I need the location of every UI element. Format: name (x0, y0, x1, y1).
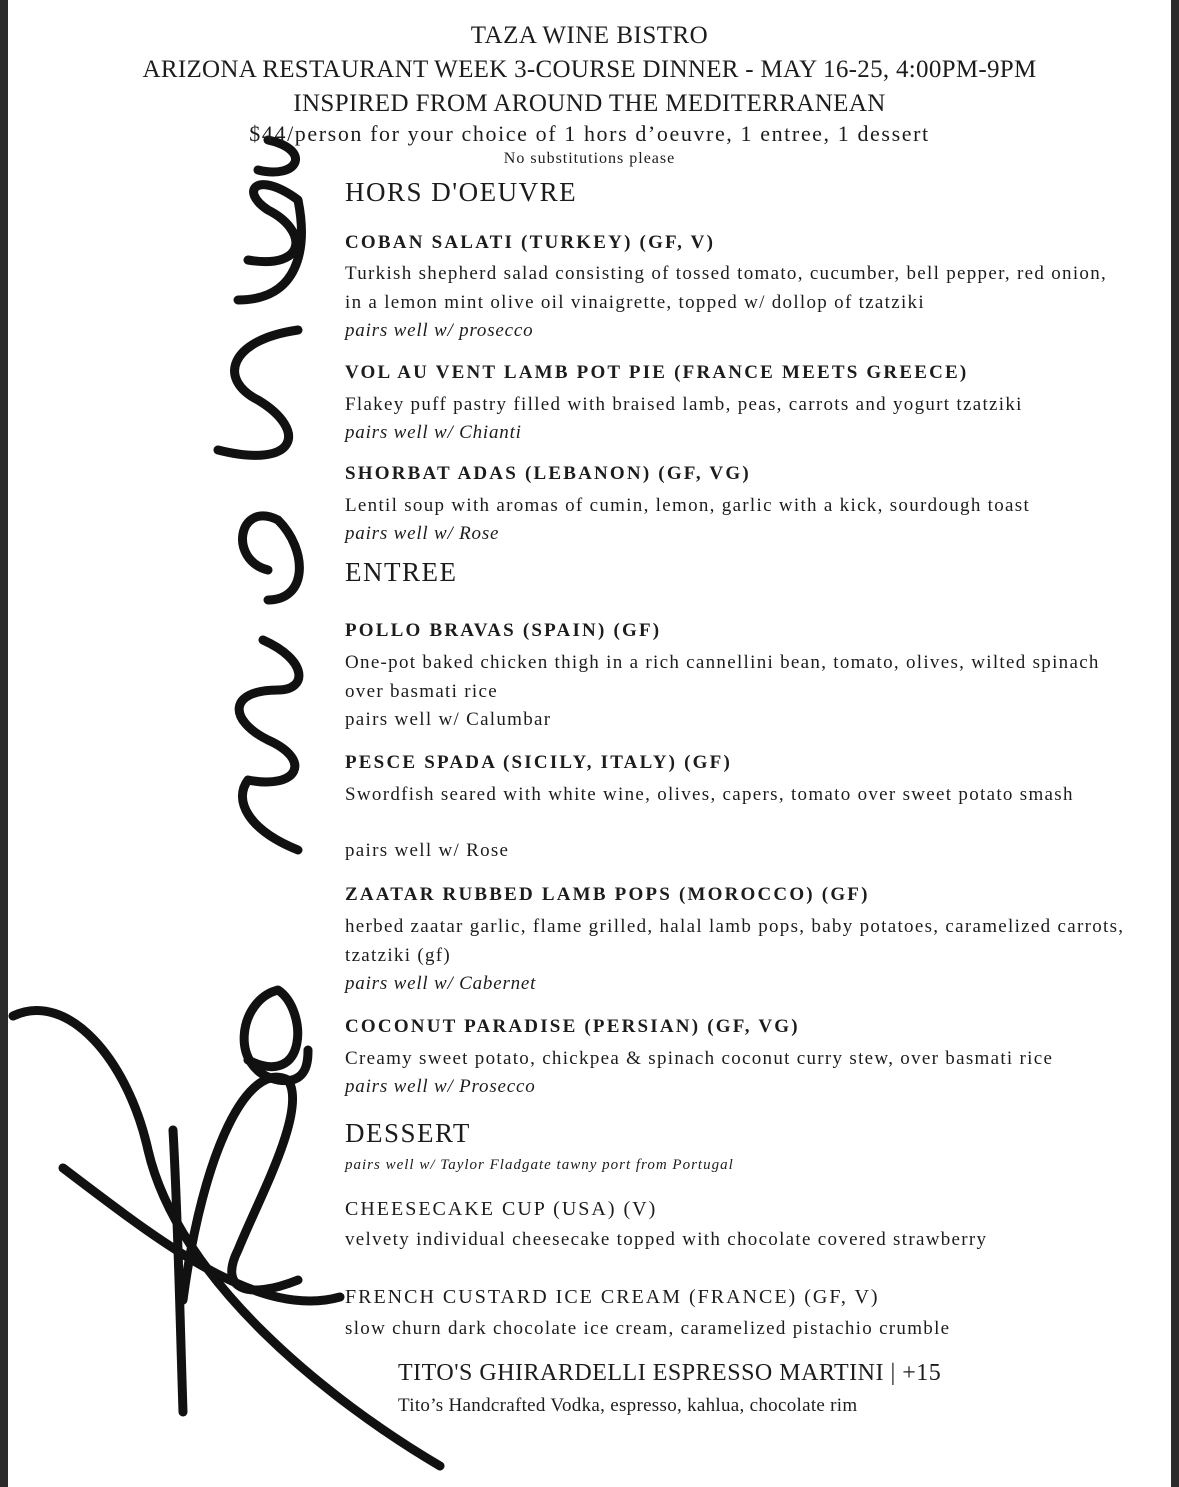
menu-item-description: Swordfish seared with white wine, olives, capers, tomato over sweet potato smash (345, 784, 1074, 805)
script-letter-n (218, 330, 298, 455)
script-letter-u (238, 185, 301, 300)
section-heading-entree: ENTREE (345, 557, 458, 587)
inspiration-line: INSPIRED FROM AROUND THE MEDITERRANEAN (293, 90, 886, 117)
menu-item-description: herbed zaatar garlic, flame grilled, halal lamb pops, baby potatoes, caramelized carrots, tzatziki (gf) (345, 916, 1125, 966)
menu-item-name: ZAATAR RUBBED LAMB POPS (MOROCCO) (GF) (345, 884, 870, 905)
section-heading-hors: HORS D'OEUVRE (345, 177, 578, 207)
script-letter-e (244, 990, 308, 1081)
menu-item-description: Creamy sweet potato, chickpea & spinach coconut curry stew, over basmati rice (345, 1048, 1054, 1069)
wine-pairing: pairs well w/ Rose (345, 840, 510, 861)
wine-pairing: pairs well w/ Rose (345, 523, 500, 544)
menu-item-name: SHORBAT ADAS (LEBANON) (GF, VG) (345, 463, 751, 484)
dessert-item-name: CHEESECAKE CUP (USA) (V) (345, 1198, 658, 1220)
menu-item-name: POLLO BRAVAS (SPAIN) (GF) (345, 620, 662, 641)
wine-pairing: pairs well w/ Calumbar (345, 709, 552, 730)
menu-item-description: Flakey puff pastry filled with braised lamb, peas, carrots and yogurt tzatziki (345, 394, 1023, 415)
dessert-item-description: velvety individual cheesecake topped with chocolate covered strawberry (345, 1229, 988, 1250)
section-heading-dessert: DESSERT (345, 1118, 471, 1148)
price-line: $44/person for your choice of 1 hors d’oeuvre, 1 entree, 1 dessert (249, 121, 930, 146)
menu-item-name: COCONUT PARADISE (PERSIAN) (GF, VG) (345, 1016, 800, 1037)
wine-pairing: pairs well w/ Chianti (345, 422, 522, 443)
menu-item-name: VOL AU VENT LAMB POT PIE (FRANCE MEETS GREECE) (345, 362, 969, 383)
event-subtitle: ARIZONA RESTAURANT WEEK 3-COURSE DINNER - MAY 16-25, 4:00PM-9PM (142, 56, 1037, 83)
menu-item-description: Lentil soup with aromas of cumin, lemon, garlic with a kick, sourdough toast (345, 495, 1031, 516)
script-the-menu-graphic (8, 0, 1171, 1487)
martini-name: TITO'S GHIRARDELLI ESPRESSO MARTINI | +15 (398, 1360, 942, 1386)
wine-pairing: pairs well w/ prosecco (345, 320, 534, 341)
script-letter-m (239, 640, 299, 850)
menu-page (8, 0, 1171, 1487)
substitution-note: No substitutions please (503, 150, 676, 167)
dessert-wine-pairing: pairs well w/ Taylor Fladgate tawny port from Portugal (345, 1157, 734, 1173)
menu-item-description: Turkish shepherd salad consisting of tossed tomato, cucumber, bell pepper, red onion, in a lemon mint olive oil vinaigrette, topped w/ dollop of tzatziki (345, 263, 1108, 313)
martini-description: Tito’s Handcrafted Vodka, espresso, kahlua, chocolate rim (398, 1395, 858, 1416)
wine-pairing: pairs well w/ Prosecco (345, 1076, 536, 1097)
script-stroke-stem (173, 1130, 183, 1412)
script-letter-e2 (243, 516, 300, 600)
menu-item-name: PESCE SPADA (SICILY, ITALY) (GF) (345, 752, 732, 773)
restaurant-title: TAZA WINE BISTRO (470, 22, 709, 49)
menu-item-name: COBAN SALATI (TURKEY) (GF, V) (345, 232, 716, 253)
wine-pairing: pairs well w/ Cabernet (345, 973, 537, 994)
menu-item-description: One-pot baked chicken thigh in a rich cannellini bean, tomato, olives, wilted spinach over basmati rice (345, 652, 1100, 702)
dessert-item-name: FRENCH CUSTARD ICE CREAM (FRANCE) (GF, V) (345, 1286, 880, 1308)
dessert-item-description: slow churn dark chocolate ice cream, caramelized pistachio crumble (345, 1318, 951, 1339)
